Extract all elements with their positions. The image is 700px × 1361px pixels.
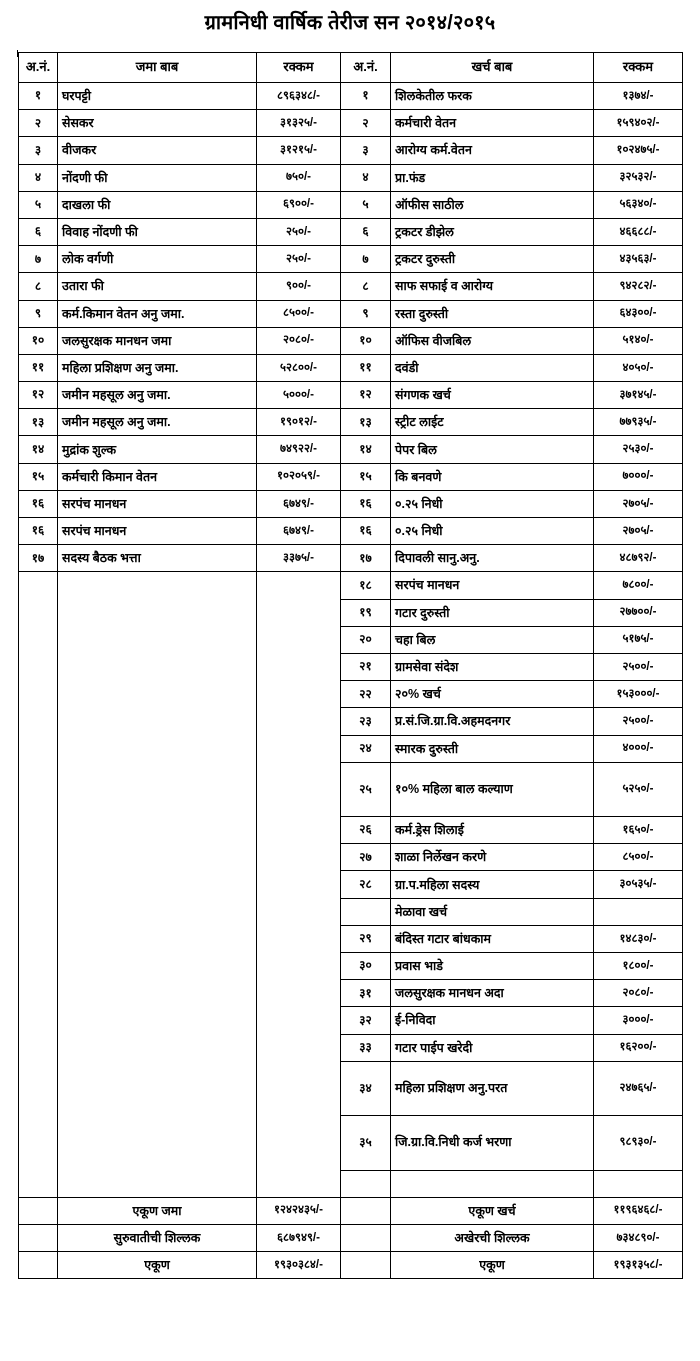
expense-sr-cell: २९ [341, 925, 391, 952]
expense-item-cell: २०% खर्च [391, 681, 594, 708]
income-amount-cell: ३३७५/- [257, 545, 341, 572]
expense-sr-cell: १८ [341, 572, 391, 599]
table-row [19, 354, 683, 381]
income-sr-cell: १३ [19, 409, 58, 436]
expense-item-cell: शिलकेतील फरक [391, 83, 594, 110]
expense-amount-cell: १३७४/- [594, 83, 683, 110]
expense-amount-cell: ४०००/- [594, 735, 683, 762]
expense-amount-cell [594, 1170, 683, 1197]
expense-sr-cell: ६ [341, 218, 391, 245]
expense-sr-cell: ३३ [341, 1034, 391, 1061]
totals-income-amount: १२४२४३५/- [257, 1197, 341, 1224]
left-void-amount [257, 572, 341, 1197]
table-row [19, 545, 683, 572]
expense-sr-cell: १ [341, 83, 391, 110]
expense-item-cell: जि.ग्रा.वि.निधी कर्ज भरणा [391, 1116, 594, 1170]
expense-sr-cell: ३४ [341, 1061, 391, 1115]
income-item-cell: दाखला फी [58, 191, 257, 218]
expense-item-cell: शाळा निर्लेखन करणे [391, 844, 594, 871]
expense-amount-cell: ९८९३०/- [594, 1116, 683, 1170]
expense-amount-cell: ७८००/- [594, 572, 683, 599]
expense-item-cell: दिपावली सानु.अनु. [391, 545, 594, 572]
expense-amount-cell: ३७१४५/- [594, 382, 683, 409]
expense-item-cell: पेपर बिल [391, 436, 594, 463]
expense-sr-cell: २१ [341, 653, 391, 680]
table-row [19, 191, 683, 218]
income-item-cell: लोक वर्गणी [58, 246, 257, 273]
expense-sr-cell: २४ [341, 735, 391, 762]
totals-sr-income-spacer [19, 1224, 58, 1251]
income-sr-cell: १६ [19, 490, 58, 517]
income-amount-cell: ९००/- [257, 273, 341, 300]
expense-sr-cell: १० [341, 327, 391, 354]
expense-item-cell: ट्रकटर दुरुस्ती [391, 246, 594, 273]
totals-sr-expense-spacer [341, 1224, 391, 1251]
expense-item-cell: सरपंच मानधन [391, 572, 594, 599]
expense-amount-cell: १५३०००/- [594, 681, 683, 708]
totals-expense-label: एकूण [391, 1252, 594, 1279]
table-row [19, 327, 683, 354]
income-item-cell: कर्मचारी किमान वेतन [58, 463, 257, 490]
expense-item-cell: कर्मचारी वेतन [391, 110, 594, 137]
expense-amount-cell: ३०००/- [594, 1007, 683, 1034]
annual-trial-balance-table [18, 52, 683, 1279]
expense-item-cell: ग्रा.प.महिला सदस्य [391, 871, 594, 898]
income-item-cell: नोंदणी फी [58, 164, 257, 191]
table-row [19, 218, 683, 245]
expense-amount-cell: ७७९३५/- [594, 409, 683, 436]
expense-amount-cell: ८५००/- [594, 844, 683, 871]
income-item-cell: सेसकर [58, 110, 257, 137]
expense-item-cell: मेळावा खर्च [391, 898, 594, 925]
expense-amount-cell: ५१४०/- [594, 327, 683, 354]
income-amount-cell: ७५०/- [257, 164, 341, 191]
expense-sr-cell: ३५ [341, 1116, 391, 1170]
expense-amount-cell: २५३०/- [594, 436, 683, 463]
expense-item-cell [391, 1170, 594, 1197]
totals-sr-expense-spacer [341, 1252, 391, 1279]
expense-sr-cell: ५ [341, 191, 391, 218]
expense-sr-cell: १७ [341, 545, 391, 572]
expense-sr-cell: २५ [341, 762, 391, 816]
expense-sr-cell: २२ [341, 681, 391, 708]
table-row [19, 463, 683, 490]
header-income-item: जमा बाब [58, 53, 257, 83]
totals-income-label: एकूण [58, 1252, 257, 1279]
income-item-cell: कर्म.किमान वेतन अनु जमा. [58, 300, 257, 327]
income-item-cell: महिला प्रशिक्षण अनु जमा. [58, 354, 257, 381]
table-row [19, 246, 683, 273]
income-sr-cell: १६ [19, 518, 58, 545]
expense-sr-cell: १६ [341, 490, 391, 517]
header-sr-income: अ.नं. [19, 53, 58, 83]
expense-item-cell: ऑफीस साठील [391, 191, 594, 218]
income-sr-cell: ५ [19, 191, 58, 218]
table-row [19, 518, 683, 545]
income-item-cell: जमीन महसूल अनु जमा. [58, 382, 257, 409]
table-row [19, 137, 683, 164]
totals-expense-label: एकूण खर्च [391, 1197, 594, 1224]
income-amount-cell: ५०००/- [257, 382, 341, 409]
income-item-cell: जमीन महसूल अनु जमा. [58, 409, 257, 436]
income-amount-cell: २५०/- [257, 218, 341, 245]
expense-item-cell: बंदिस्त गटार बांधकाम [391, 925, 594, 952]
expense-amount-cell: १८००/- [594, 953, 683, 980]
expense-item-cell: स्ट्रीट लाईट [391, 409, 594, 436]
expense-item-cell: महिला प्रशिक्षण अनु.परत [391, 1061, 594, 1115]
income-sr-cell: ११ [19, 354, 58, 381]
totals-income-label: एकूण जमा [58, 1197, 257, 1224]
income-amount-cell: ६९००/- [257, 191, 341, 218]
expense-amount-cell: २७०५/- [594, 518, 683, 545]
expense-amount-cell: ४६६८८/- [594, 218, 683, 245]
income-sr-cell: १७ [19, 545, 58, 572]
income-amount-cell: ७४९२२/- [257, 436, 341, 463]
expense-amount-cell: ३०५३५/- [594, 871, 683, 898]
ledger-table-container [0, 41, 700, 1279]
expense-sr-cell: २७ [341, 844, 391, 871]
income-amount-cell: ५२८००/- [257, 354, 341, 381]
left-void-item [58, 572, 257, 1197]
income-sr-cell: २ [19, 110, 58, 137]
expense-amount-cell: ४०५०/- [594, 354, 683, 381]
expense-item-cell: कि बनवणे [391, 463, 594, 490]
expense-sr-cell: १४ [341, 436, 391, 463]
header-sr-expense: अ.नं. [341, 53, 391, 83]
expense-sr-cell: २८ [341, 871, 391, 898]
totals-expense-amount: १९३१३५८/- [594, 1252, 683, 1279]
expense-sr-cell: १६ [341, 518, 391, 545]
income-item-cell: सदस्य बैठक भत्ता [58, 545, 257, 572]
expense-amount-cell: २७७००/- [594, 599, 683, 626]
page-title: ग्रामनिधी वार्षिक तेरीज सन २०१४/२०१५ [204, 12, 496, 34]
expense-item-cell: गटार दुरुस्ती [391, 599, 594, 626]
expense-amount-cell: ५१७५/- [594, 626, 683, 653]
income-item-cell: वीजकर [58, 137, 257, 164]
expense-amount-cell: ६४३००/- [594, 300, 683, 327]
income-amount-cell: १९०१२/- [257, 409, 341, 436]
expense-item-cell: ऑफिस वीजबिल [391, 327, 594, 354]
expense-item-cell: स्मारक दुरुस्ती [391, 735, 594, 762]
income-amount-cell: ६७४९/- [257, 490, 341, 517]
expense-sr-cell: २६ [341, 817, 391, 844]
left-void-sr [19, 572, 58, 1197]
table-row [19, 409, 683, 436]
income-sr-cell: १४ [19, 436, 58, 463]
income-amount-cell: ३१२१५/- [257, 137, 341, 164]
table-row [19, 83, 683, 110]
expense-item-cell: ०.२५ निधी [391, 518, 594, 545]
expense-amount-cell: २७०५/- [594, 490, 683, 517]
income-sr-cell: ३ [19, 137, 58, 164]
expense-item-cell: आरोग्य कर्म.वेतन [391, 137, 594, 164]
header-expense-item: खर्च बाब [391, 53, 594, 83]
expense-item-cell: दवंडी [391, 354, 594, 381]
table-body [19, 83, 683, 1198]
income-sr-cell: १ [19, 83, 58, 110]
header-expense-amount: रक्कम [594, 53, 683, 83]
margin-tick-mark [17, 50, 18, 57]
expense-item-cell: प्र.सं.जि.ग्रा.वि.अहमदनगर [391, 708, 594, 735]
expense-item-cell: चहा बिल [391, 626, 594, 653]
table-row [19, 300, 683, 327]
expense-sr-cell: २३ [341, 708, 391, 735]
expense-sr-cell: ३० [341, 953, 391, 980]
income-sr-cell: ६ [19, 218, 58, 245]
income-item-cell: जलसुरक्षक मानधन जमा [58, 327, 257, 354]
expense-amount-cell: १५९४०२/- [594, 110, 683, 137]
expense-item-cell: प्रवास भाडे [391, 953, 594, 980]
table-row [19, 382, 683, 409]
expense-amount-cell: ३२५३२/- [594, 164, 683, 191]
expense-sr-cell: ३२ [341, 1007, 391, 1034]
expense-sr-cell: ८ [341, 273, 391, 300]
income-sr-cell: ४ [19, 164, 58, 191]
table-row [19, 436, 683, 463]
expense-amount-cell: १६५०/- [594, 817, 683, 844]
table-row [19, 164, 683, 191]
expense-amount-cell: ७०००/- [594, 463, 683, 490]
totals-sr-expense-spacer [341, 1197, 391, 1224]
header-income-amount: रक्कम [257, 53, 341, 83]
expense-sr-cell: ३१ [341, 980, 391, 1007]
expense-amount-cell [594, 898, 683, 925]
income-sr-cell: १२ [19, 382, 58, 409]
table-row [19, 490, 683, 517]
expense-sr-cell: १९ [341, 599, 391, 626]
expense-amount-cell: २५००/- [594, 708, 683, 735]
expense-amount-cell: ४३५६३/- [594, 246, 683, 273]
expense-sr-cell: १२ [341, 382, 391, 409]
totals-sr-income-spacer [19, 1197, 58, 1224]
income-amount-cell: २५०/- [257, 246, 341, 273]
expense-amount-cell: १०२४७५/- [594, 137, 683, 164]
expense-item-cell: ०.२५ निधी [391, 490, 594, 517]
expense-item-cell: जलसुरक्षक मानधन अदा [391, 980, 594, 1007]
income-sr-cell: १५ [19, 463, 58, 490]
expense-item-cell: संगणक खर्च [391, 382, 594, 409]
totals-row [19, 1252, 683, 1279]
totals-income-label: सुरुवातीची शिल्लक [58, 1224, 257, 1251]
expense-sr-cell: ७ [341, 246, 391, 273]
table-row [19, 572, 683, 599]
expense-item-cell: कर्म.ड्रेस शिलाई [391, 817, 594, 844]
income-amount-cell: ३१३२५/- [257, 110, 341, 137]
income-item-cell: मुद्रांक शुल्क [58, 436, 257, 463]
income-amount-cell: ६७४९/- [257, 518, 341, 545]
totals-expense-amount: ७३४८९०/- [594, 1224, 683, 1251]
income-sr-cell: १० [19, 327, 58, 354]
expense-amount-cell: ४८७९२/- [594, 545, 683, 572]
expense-item-cell: प्रा.फंड [391, 164, 594, 191]
expense-item-cell: ई-निविदा [391, 1007, 594, 1034]
expense-sr-cell [341, 898, 391, 925]
header-row [19, 53, 683, 83]
table-header [19, 53, 683, 83]
income-sr-cell: ७ [19, 246, 58, 273]
expense-amount-cell: १४८३०/- [594, 925, 683, 952]
expense-item-cell: ग्रामसेवा संदेश [391, 653, 594, 680]
income-amount-cell: ८५००/- [257, 300, 341, 327]
totals-income-amount: १९३०३८४/- [257, 1252, 341, 1279]
totals-expense-amount: ११९६४६८/- [594, 1197, 683, 1224]
expense-sr-cell: ३ [341, 137, 391, 164]
income-item-cell: विवाह नोंदणी फी [58, 218, 257, 245]
expense-item-cell: साफ सफाई व आरोग्य [391, 273, 594, 300]
expense-item-cell: १०% महिला बाल कल्याण [391, 762, 594, 816]
totals-row [19, 1224, 683, 1251]
income-amount-cell: २०८०/- [257, 327, 341, 354]
expense-sr-cell: ९ [341, 300, 391, 327]
expense-amount-cell: २०८०/- [594, 980, 683, 1007]
totals-row [19, 1197, 683, 1224]
expense-amount-cell: ९४२८२/- [594, 273, 683, 300]
expense-sr-cell: ४ [341, 164, 391, 191]
income-amount-cell: ८९६३४८/- [257, 83, 341, 110]
expense-amount-cell: ५२५०/- [594, 762, 683, 816]
table-row [19, 273, 683, 300]
income-sr-cell: ८ [19, 273, 58, 300]
expense-amount-cell: ५६३४०/- [594, 191, 683, 218]
totals-sr-income-spacer [19, 1252, 58, 1279]
expense-sr-cell: २ [341, 110, 391, 137]
income-item-cell: घरपट्टी [58, 83, 257, 110]
expense-sr-cell: १३ [341, 409, 391, 436]
expense-amount-cell: २५००/- [594, 653, 683, 680]
income-item-cell: सरपंच मानधन [58, 518, 257, 545]
expense-sr-cell: १५ [341, 463, 391, 490]
income-sr-cell: ९ [19, 300, 58, 327]
expense-amount-cell: २४७६५/- [594, 1061, 683, 1115]
income-item-cell: उतारा फी [58, 273, 257, 300]
expense-item-cell: गटार पाईप खरेदी [391, 1034, 594, 1061]
expense-item-cell: रस्ता दुरुस्ती [391, 300, 594, 327]
expense-sr-cell: २० [341, 626, 391, 653]
table-row [19, 110, 683, 137]
expense-item-cell: ट्रकटर डीझेल [391, 218, 594, 245]
expense-sr-cell [341, 1170, 391, 1197]
income-item-cell: सरपंच मानधन [58, 490, 257, 517]
income-amount-cell: १०२०५९/- [257, 463, 341, 490]
totals-income-amount: ६८७९४९/- [257, 1224, 341, 1251]
totals-section [19, 1197, 683, 1279]
totals-expense-label: अखेरची शिल्लक [391, 1224, 594, 1251]
expense-amount-cell: १६२००/- [594, 1034, 683, 1061]
expense-sr-cell: ११ [341, 354, 391, 381]
